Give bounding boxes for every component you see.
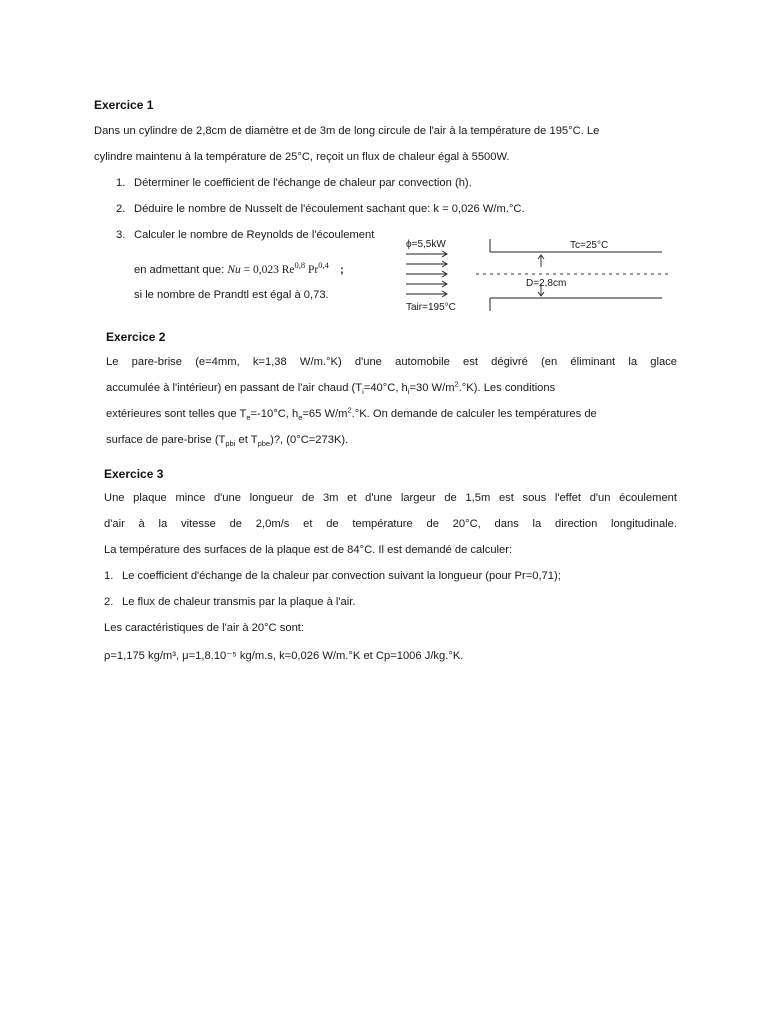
exercise-1-intro-line-2: cylindre maintenu à la température de 25°C, reçoit un flux de chaleur égal à 5500W. xyxy=(94,151,510,163)
exercise-1-question-3-formula-line xyxy=(134,260,344,276)
question-number: 1. xyxy=(116,177,126,189)
formula-intro: en admettant que: xyxy=(134,264,225,276)
exercise-3-properties-title: Les caractéristiques de l'air à 20°C sont: xyxy=(104,622,305,634)
wall-temp-label: Tc=25°C xyxy=(570,240,609,251)
diameter-label: D=2,8cm xyxy=(526,278,567,289)
flow-arrows xyxy=(406,251,447,297)
question-text: Le coefficient d'échange de la chaleur par convection suivant la longueur (pour Pr=0,71); xyxy=(122,570,561,582)
exercise-3-title: Exercice 3 xyxy=(104,467,164,481)
question-text: Déterminer le coefficient de l'échange de chaleur par convection (h). xyxy=(134,177,472,189)
exercise-3-question-1 xyxy=(104,570,561,582)
flux-label: ϕ=5,5kW xyxy=(406,239,446,250)
exercise-1-title: Exercice 1 xyxy=(94,98,154,112)
exercise-1-question-2 xyxy=(116,203,525,215)
question-text: Calculer le nombre de Reynolds de l'écoulement xyxy=(134,229,375,241)
exercise-3-line-2: d'air à la vitesse de 2,0m/s et de température de 20°C, dans la direction longitudinale. xyxy=(104,518,677,530)
exercise-3-question-2 xyxy=(104,596,355,608)
question-number: 2. xyxy=(104,596,114,608)
formula-separator: ; xyxy=(339,264,344,276)
exercise-3-line-1: Une plaque mince d'une longueur de 3m et d'une largeur de 1,5m est sous l'effet d'un écoulement xyxy=(104,492,677,504)
question-number: 3. xyxy=(116,229,126,241)
exercise-2-line-1: Le pare-brise (e=4mm, k=1,38 W/m.°K) d'une automobile est dégivré (en éliminant la glace xyxy=(106,356,677,368)
exercise-2-line-4: surface de pare-brise ($T_{pbi}$ et $T_{pbe}$)?, (0°C=273K). xyxy=(106,434,349,449)
cylinder-flow-diagram xyxy=(400,234,680,316)
exercise-3-line-3: La température des surfaces de la plaque est de 84°C. Il est demandé de calculer: xyxy=(104,544,513,556)
question-number: 1. xyxy=(104,570,114,582)
exercise-2-line-3: extérieures sont telles que $T_e=-10^\circ C$, $h_e=65$ $W/m^2.^\circ K$. On demande de calculer les températures de xyxy=(106,405,597,423)
question-text: Déduire le nombre de Nusselt de l'écoulement sachant que: k = 0,026 W/m.°C. xyxy=(134,203,525,215)
exercise-2-line-2: accumulée à l'intérieur) en passant de l'air chaud ($T_i=40^\circ C$, $h_i=30$ $W/m^2.^\circ K$). Les conditions xyxy=(106,379,556,397)
exercise-1-intro-line-1: Dans un cylindre de 2,8cm de diamètre et de 3m de long circule de l'air à la température de 195°C. Le xyxy=(94,125,600,137)
exercise-3-properties: ρ=1,175 kg/m³, μ=1,8.10⁻⁵ kg/m.s, k=0,026 W/m.°K et Cp=1006 J/kg.°K. xyxy=(104,650,464,662)
nusselt-formula: Nu = 0,023 Re$^{0,8}$ Pr$^{0,4}$ xyxy=(227,260,329,276)
exercise-2-title: Exercice 2 xyxy=(106,330,166,344)
exercise-1-question-3-prandtl: si le nombre de Prandtl est égal à 0,73. xyxy=(134,289,329,301)
question-text: Le flux de chaleur transmis par la plaque à l'air. xyxy=(122,596,356,608)
air-temp-label: Tair=195°C xyxy=(406,302,456,313)
exercise-1-question-3 xyxy=(116,229,374,241)
question-number: 2. xyxy=(116,203,126,215)
exercise-1-question-1 xyxy=(116,177,472,189)
